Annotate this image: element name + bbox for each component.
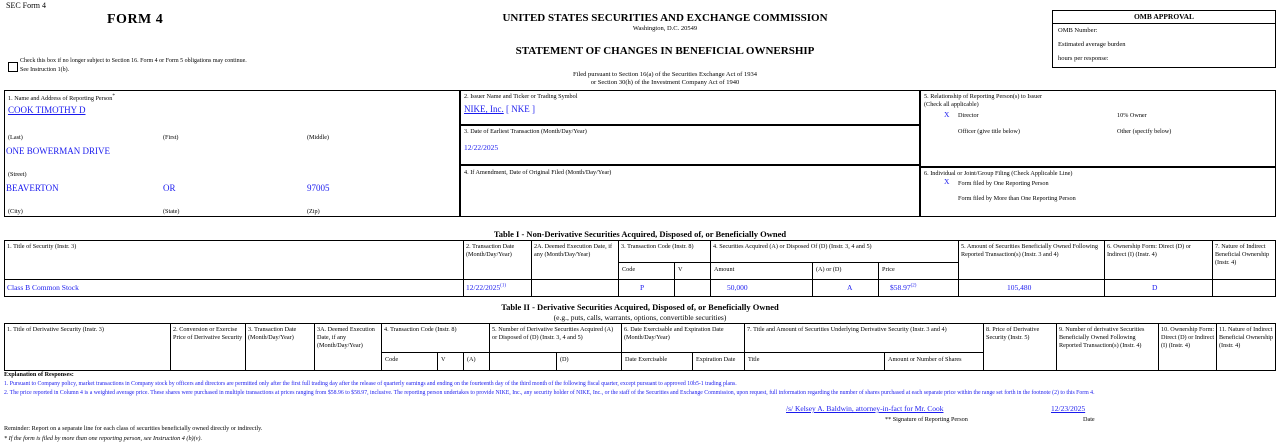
filed-pursuant-line1: Filed pursuant to Section 16(a) of the Securities Exchange Act of 1934 xyxy=(573,71,757,78)
table1-title: Table I - Non-Derivative Securities Acquired, Disposed of, or Beneficially Owned xyxy=(493,229,787,239)
no-longer-subject-checkbox[interactable] xyxy=(8,62,18,72)
t1-h2: 2. Transaction Date (Month/Day/Year) xyxy=(466,243,515,258)
more-reporting-persons-label: Form filed by More than One Reporting Person xyxy=(958,195,1076,202)
agency-name: UNITED STATES SECURITIES AND EXCHANGE COMMISSION xyxy=(502,12,828,24)
signature-date: 12/23/2025 xyxy=(1051,404,1086,413)
explanation-note-1: 1. Pursuant to Company policy, market transactions in Company stock by officers and directors are permitted only after the first full trading day after the release of quarterly earnings and ending on the fourteenth day of the third month of the following fiscal quarter, except pursuant to approved 10b5-1 trading plans. xyxy=(4,381,737,387)
box4-label: 4. If Amendment, Date of Original Filed (Month/Day/Year) xyxy=(464,169,612,176)
t2-h3: 3. Transaction Date (Month/Day/Year) xyxy=(248,326,297,341)
issuer-ticker: [ NKE ] xyxy=(506,104,535,114)
state-label: (State) xyxy=(163,208,180,215)
t2-title-label: Title xyxy=(748,356,760,363)
t2-h4: 4. Transaction Code (Instr. 8) xyxy=(384,326,457,333)
t1-h7: 7. Nature of Indirect Beneficial Ownership (Instr. 4) xyxy=(1215,243,1270,266)
t2-code-label: Code xyxy=(385,356,399,363)
omb-title: OMB APPROVAL xyxy=(1053,11,1275,24)
t2-h7: 7. Title and Amount of Securities Underlying Derivative Security (Instr. 3 and 4) xyxy=(747,326,947,333)
signature-label: ** Signature of Reporting Person xyxy=(885,416,968,423)
t2-d-label: (D) xyxy=(560,356,569,363)
t2-h9: 9. Number of derivative Securities Beneficially Owned Following Reported Transaction(s) (Instr. 4) xyxy=(1059,326,1145,349)
t1-h2a: 2A. Deemed Execution Date, if any (Month/Day/Year) xyxy=(534,243,613,258)
omb-hours-label: hours per response: xyxy=(1058,55,1109,62)
first-name-label: (First) xyxy=(163,134,179,141)
one-reporting-person-check[interactable]: X xyxy=(944,177,950,186)
table2-title: Table II - Derivative Securities Acquired, Disposed of, or Beneficially Owned xyxy=(501,302,779,312)
box3-label: 3. Date of Earliest Transaction (Month/Day/Year) xyxy=(464,128,587,135)
t1-row-code: P xyxy=(640,283,645,292)
sec-form-label: SEC Form 4 xyxy=(6,1,47,10)
agency-address: Washington, D.C. 20549 xyxy=(632,25,698,32)
t1-row-ownership: D xyxy=(1152,283,1158,292)
officer-label: Officer (give title below) xyxy=(958,128,1020,135)
t2-h5: 5. Number of Derivative Securities Acquired (A) or Disposed of (D) (Instr. 3, 4 and 5) xyxy=(492,326,614,341)
form-number: FORM 4 xyxy=(107,12,164,27)
zip-label: (Zip) xyxy=(307,208,320,215)
issuer-name[interactable]: NIKE, Inc. xyxy=(464,104,504,114)
box6-label: 6. Individual or Joint/Group Filing (Check Applicable Line) xyxy=(924,170,1073,177)
box2-label: 2. Issuer Name and Ticker or Trading Symbol xyxy=(464,93,578,100)
omb-approval-box xyxy=(1052,10,1276,68)
signature-name: /s/ Kelsey A. Baldwin, attorney-in-fact for Mr. Cook xyxy=(786,404,944,413)
other-label: Other (specify below) xyxy=(1117,128,1172,135)
t2-a-label: (A) xyxy=(467,356,476,363)
street-label: (Street) xyxy=(8,171,27,178)
t1-h3: 3. Transaction Code (Instr. 8) xyxy=(621,243,694,250)
omb-number-label: OMB Number: xyxy=(1058,27,1098,34)
t2-h8: 8. Price of Derivative Security (Instr. 5) xyxy=(986,326,1040,341)
t2-expiration-label: Expiration Date xyxy=(696,356,736,363)
t1-ad-label: (A) or (D) xyxy=(816,266,842,273)
last-name-label: (Last) xyxy=(8,134,23,141)
reporting-person-state: OR xyxy=(163,183,176,193)
city-label: (City) xyxy=(8,208,23,215)
t2-h2: 2. Conversion or Exercise Price of Derivative Security xyxy=(173,326,243,341)
footer-reminder: Reminder: Report on a separate line for each class of securities beneficially owned directly or indirectly. xyxy=(4,425,263,432)
t2-h11: 11. Nature of Indirect Beneficial Ownership (Instr. 4) xyxy=(1219,326,1274,349)
director-label: Director xyxy=(958,112,979,119)
t2-amount-number-label: Amount or Number of Shares xyxy=(888,356,962,363)
t1-row-ad: A xyxy=(847,283,853,292)
reporting-person-street: ONE BOWERMAN DRIVE xyxy=(6,146,110,156)
ten-percent-owner-label: 10% Owner xyxy=(1117,112,1147,119)
reporting-person-name[interactable]: COOK TIMOTHY D xyxy=(8,105,86,115)
no-longer-subject-note: Check this box if no longer subject to Section 16. Form 4 or Form 5 obligations may continue. See Instruction 1(b). xyxy=(20,58,247,73)
box5-label: 5. Relationship of Reporting Person(s) to Issuer xyxy=(924,93,1043,100)
reporting-person-city: BEAVERTON xyxy=(6,183,59,193)
t2-date-exercisable-label: Date Exercisable xyxy=(625,356,668,363)
table2-subtitle: (e.g., puts, calls, warrants, options, convertible securities) xyxy=(553,313,727,322)
omb-burden-label: Estimated average burden xyxy=(1058,41,1126,48)
box5-sub: (Check all applicable) xyxy=(924,101,979,108)
t1-row-date: 12/22/2025$^{(1)}$ xyxy=(466,283,507,292)
t1-row-owned: 105,480 xyxy=(1007,283,1032,292)
t2-h1: 1. Title of Derivative Security (Instr. 3) xyxy=(7,326,104,333)
t1-v-label: V xyxy=(678,266,683,273)
middle-name-label: (Middle) xyxy=(307,134,329,141)
reporting-person-zip: 97005 xyxy=(307,183,330,193)
statement-title: STATEMENT OF CHANGES IN BENEFICIAL OWNERSHIP xyxy=(515,45,815,57)
t1-h4: 4. Securities Acquired (A) or Disposed Of (D) (Instr. 3, 4 and 5) xyxy=(713,243,872,250)
t1-row-security: Class B Common Stock xyxy=(7,283,79,292)
t1-h6: 6. Ownership Form: Direct (D) or Indirect (I) (Instr. 4) xyxy=(1107,243,1191,258)
t1-h5: 5. Amount of Securities Beneficially Owned Following Reported Transaction(s) (Instr. 3 and 4) xyxy=(961,243,1098,258)
t2-h10: 10. Ownership Form: Direct (D) or Indirect (I) (Instr. 4) xyxy=(1161,326,1215,349)
t1-price-label: Price xyxy=(882,266,895,273)
t2-h6: 6. Date Exercisable and Expiration Date (Month/Day/Year) xyxy=(624,326,724,341)
t1-amount-label: Amount xyxy=(714,266,735,273)
one-reporting-person-label: Form filed by One Reporting Person xyxy=(958,180,1049,187)
t1-h1: 1. Title of Security (Instr. 3) xyxy=(7,243,77,250)
issuer-name-value xyxy=(464,104,535,114)
earliest-transaction-date: 12/22/2025 xyxy=(464,143,499,152)
t1-code-label: Code xyxy=(622,266,636,273)
t1-row-amount: 50,000 xyxy=(727,283,748,292)
footer-note: * If the form is filed by more than one reporting person, see Instruction 4 (b)(v). xyxy=(4,435,203,442)
signature-date-label: Date xyxy=(1083,416,1095,423)
t2-h3a: 3A. Deemed Execution Date, if any (Month/Day/Year) xyxy=(317,326,375,349)
explanation-note-2: 2. The price reported in Column 4 is a weighted average price. These shares were purchased in multiple transactions at prices ranging from $58.96 to $58.97, inclusive. The reporting person undertakes to provide NIKE, Inc., any security holder of NIKE, Inc., or the staff of the Securities and Exchange Commission, upon request, full information regarding the number of shares purchased at each separate price within the range set forth in the footnote (2) to this Form 4. xyxy=(4,390,1095,396)
box1-label: 1. Name and Address of Reporting Person* xyxy=(8,93,115,103)
t1-row-price: $58.97$^{(2)}$ xyxy=(890,283,917,292)
explanation-title: Explanation of Responses: xyxy=(4,371,74,378)
director-check[interactable]: X xyxy=(944,110,950,119)
filed-pursuant-line2: or Section 30(h) of the Investment Company Act of 1940 xyxy=(590,79,740,86)
t2-v-label: V xyxy=(441,356,446,363)
